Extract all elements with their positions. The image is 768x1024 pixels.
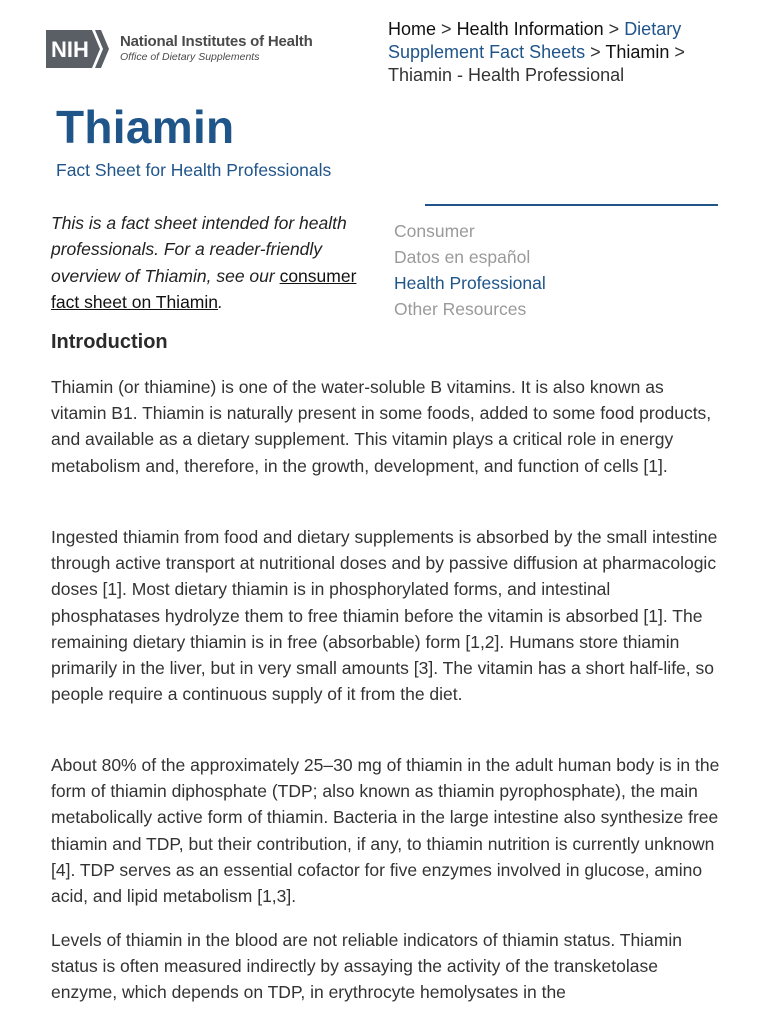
toc-link-spanish[interactable]: Datos en español [394, 247, 531, 267]
breadcrumb-current: Thiamin - Health Professional [388, 65, 625, 85]
breadcrumb-health-information[interactable]: Health Information [456, 19, 604, 39]
breadcrumb-separator: > [441, 19, 452, 39]
intro-paragraph-4: Levels of thiamin in the blood are not reliable indicators of thiamin status. Thiamin status is often measured indirectly by assaying the activity of the transketolase enzyme, which depends on TDP, in erythrocyte hemolysates in the [51, 930, 682, 1003]
intro-paragraph-1: Thiamin (or thiamine) is one of the water-soluble B vitamins. It is also known as vitamin B1. Thiamin is naturally present in some foods, added to some food products, and available as a dietary supplement. This vitamin plays a critical role in energy metabolism and, therefore, in the growth, development, and function of cells [1]. [51, 377, 712, 476]
consumer-fact-sheet-link[interactable]: consumer fact sheet on Thiamin [51, 265, 357, 312]
breadcrumb-separator: > [608, 19, 620, 39]
fact-sheet-version-nav [394, 218, 546, 322]
toc-item-health-professional [394, 270, 546, 296]
intro-note-end: . [218, 291, 223, 312]
breadcrumb [388, 18, 728, 87]
toc-item-consumer [394, 218, 546, 244]
breadcrumb-separator: > [674, 42, 685, 62]
intro-paragraph-3: About 80% of the approximately 25–30 mg of thiamin in the adult human body is in the form of thiamin diphosphate (TDP; also known as thiamin pyrophosphate), the main metabolically active form of thiamin. Bacteria in the large intestine also synthesize free thiamin and TDP, but their contribution, if any, to thiamin nutrition is currently unknown [4]. TDP serves as an essential cofactor for five enzymes involved in glucose, amino acid, and lipid metabolism [1,3]. [51, 755, 720, 907]
breadcrumb-separator: > [590, 42, 601, 62]
toc-link-health-professional[interactable]: Health Professional [394, 273, 546, 293]
toc-item-other-resources [394, 296, 546, 322]
nih-badge-icon [46, 28, 114, 70]
breadcrumb-dietary-supplement-fact-sheets[interactable]: Dietary Supplement Fact Sheets [388, 19, 682, 62]
intro-paragraph-2: Ingested thiamin from food and dietary supplements is absorbed by the small intestine through active transport at nutritional doses and by passive diffusion at pharmacologic doses [1]. Most dietary thiamin is in phosphorylated forms, and intestinal phosphatases hydrolyze them to free thiamin before the vitamin is absorbed [1]. The remaining dietary thiamin is in free (absorbable) form [1,2]. Humans store thiamin primarily in the liver, but in very small amounts [3]. The vitamin has a short half-life, so people require a continuous supply of it from the diet. [51, 527, 718, 705]
intro-note-text: This is a fact sheet intended for health professionals. For a reader-friendly overview of Thiamin, see our [51, 213, 347, 286]
toc-link-consumer[interactable]: Consumer [394, 221, 475, 241]
page-subtitle: Fact Sheet for Health Professionals [56, 160, 332, 180]
office-name: Office of Dietary Supplements [120, 51, 260, 64]
introduction-heading: Introduction [51, 331, 168, 353]
intro-note [51, 210, 361, 315]
toc-link-other-resources[interactable]: Other Resources [394, 299, 527, 319]
nih-logo[interactable] [46, 28, 313, 70]
toc-divider [425, 204, 718, 206]
nih-badge-text: NIH [51, 37, 89, 62]
breadcrumb-thiamin[interactable]: Thiamin [605, 42, 670, 62]
breadcrumb-home[interactable]: Home [388, 19, 437, 39]
toc-item-spanish [394, 244, 546, 270]
page-title: Thiamin [56, 101, 235, 153]
org-name: National Institutes of Health [120, 32, 313, 50]
